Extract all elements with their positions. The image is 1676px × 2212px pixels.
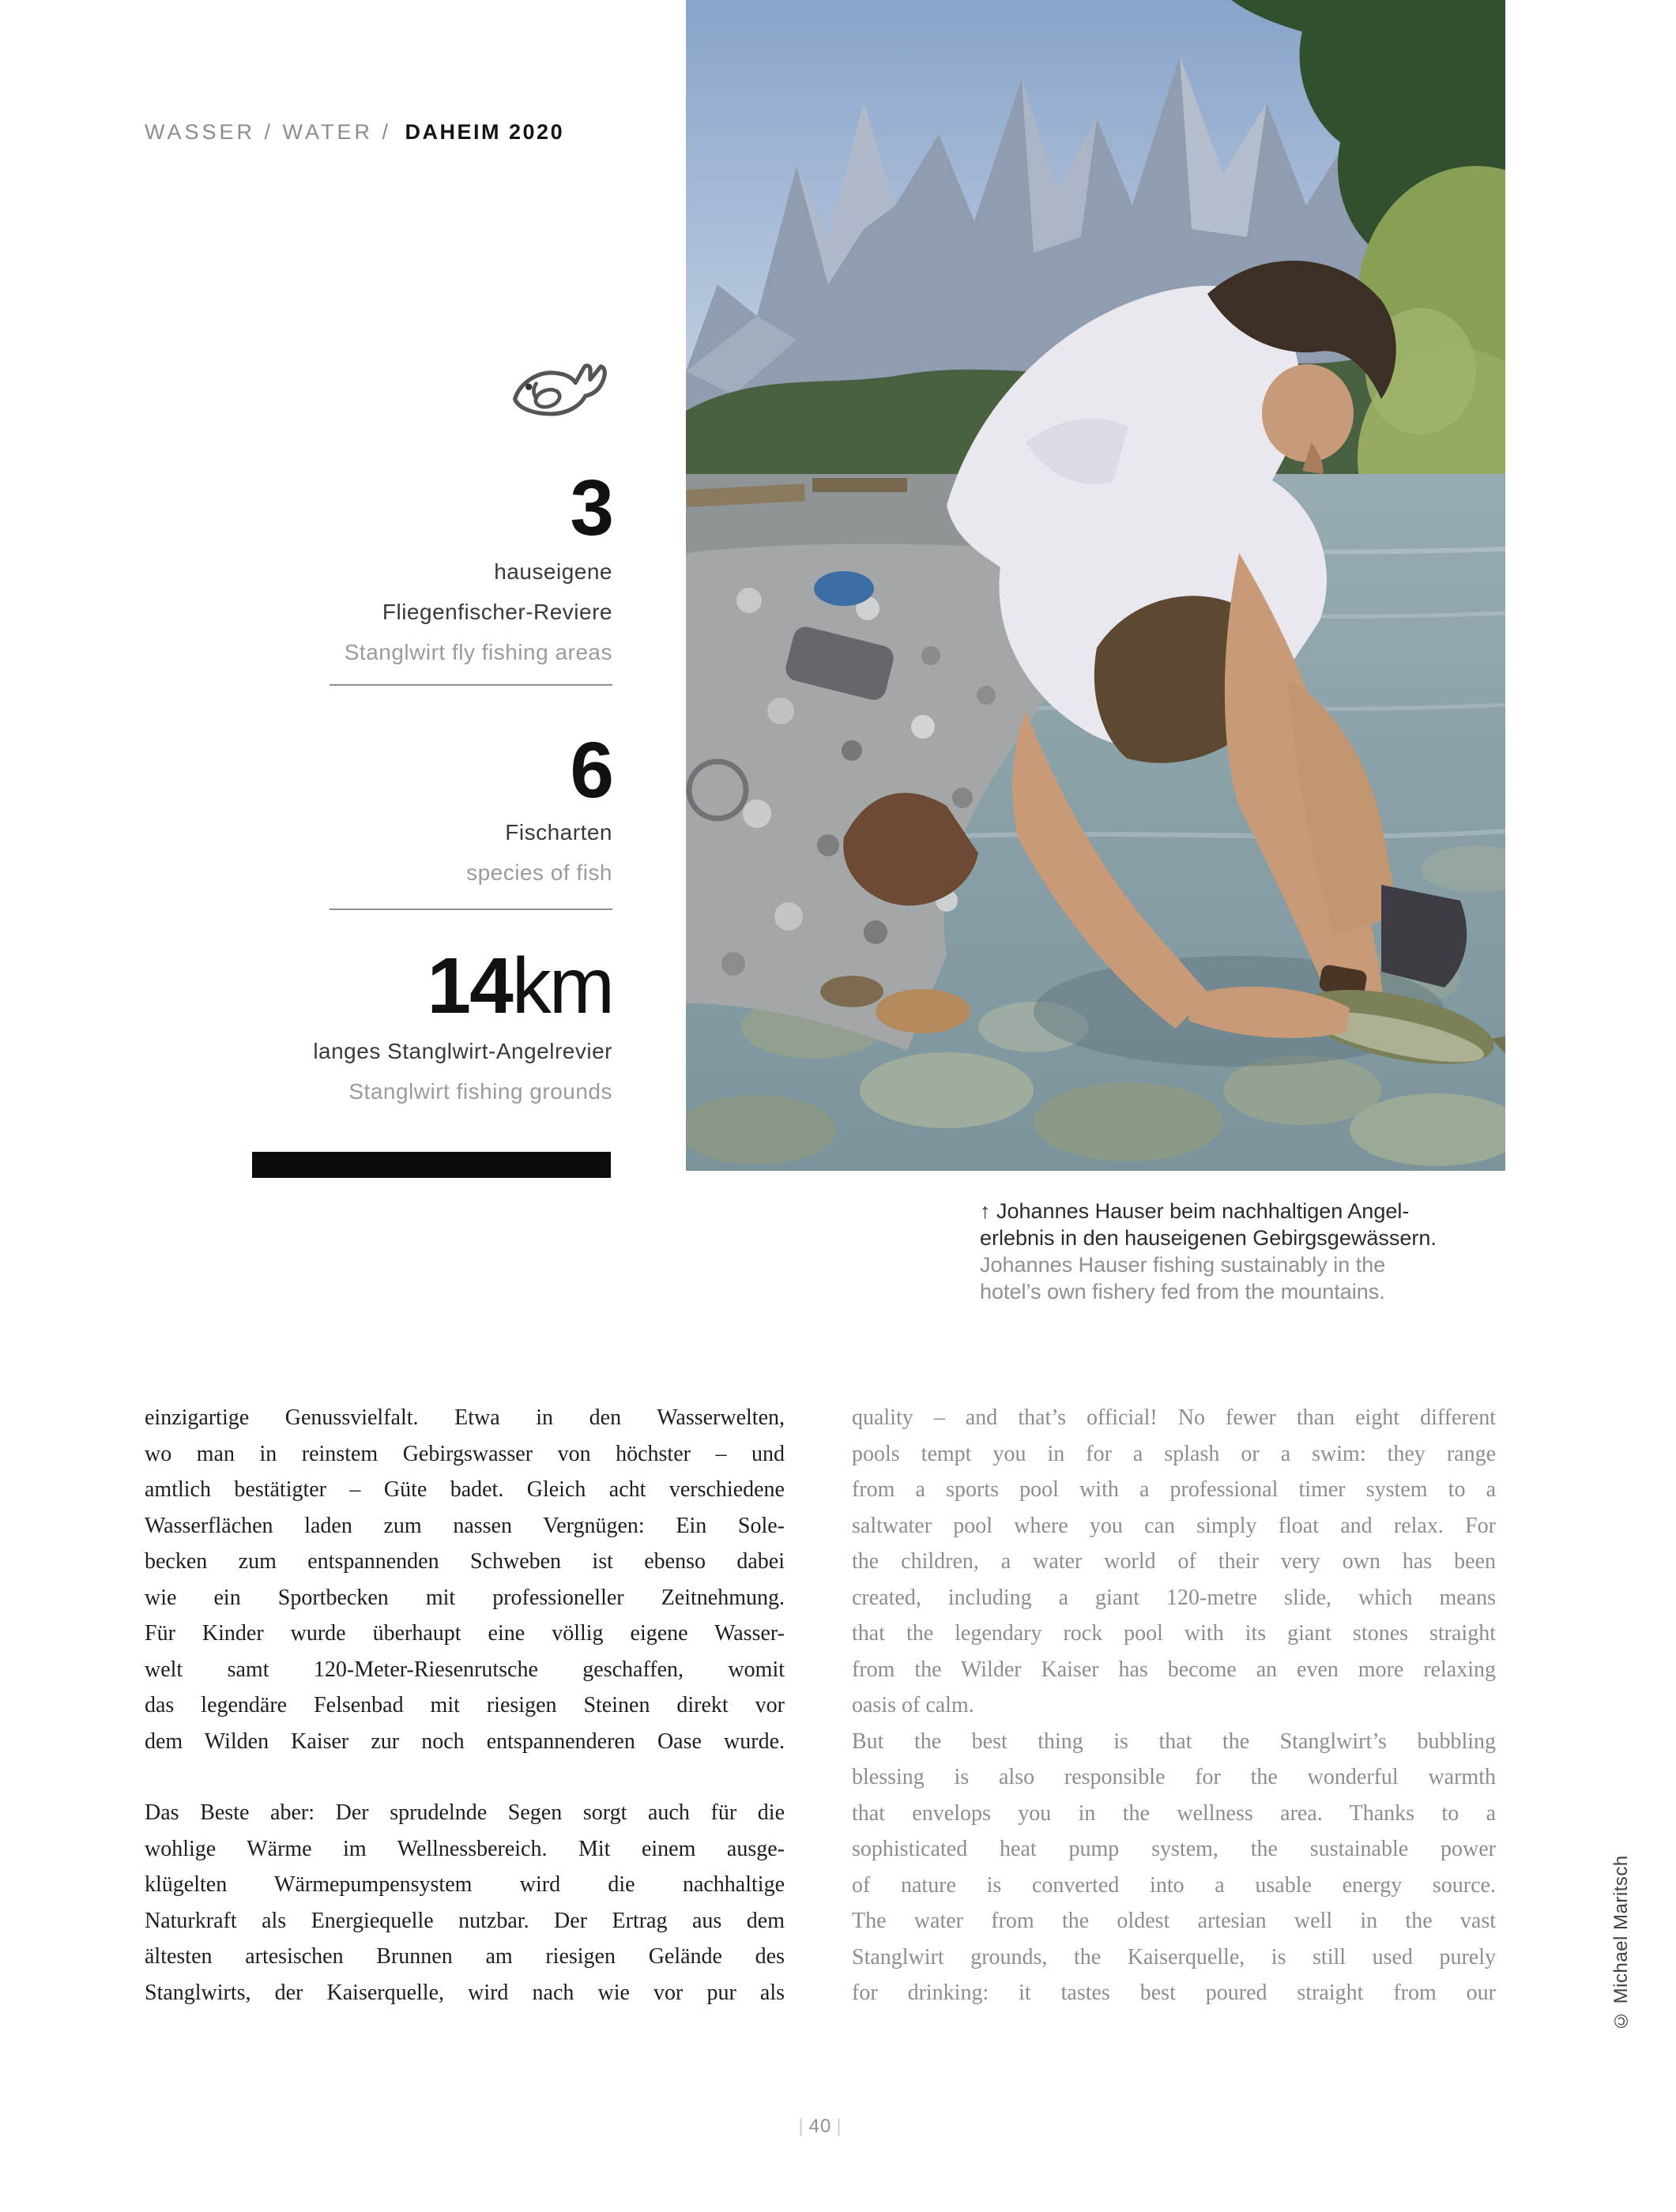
body-line: welt samt 120-Meter-Riesenrutsche geschaffen, womit [145,1657,785,1682]
stat2-label-de: Fischarten [505,820,612,845]
body-line: Für Kinder wurde überhaupt eine völlig eigene Wasser- [145,1621,785,1646]
stat-divider-1 [330,684,612,686]
body-line: das legendäre Felsenbad mit riesigen Steinen direkt vor [145,1693,785,1717]
kicker-section: WASSER / WATER / [145,120,392,144]
photo-caption [980,1198,1470,1305]
body-line: The water from the oldest artesian well in the vast [852,1909,1496,1933]
caption-de-line: ↑ Johannes Hauser beim nachhaltigen Angel- [980,1199,1410,1223]
page-number [145,2116,1496,2138]
body-line: from a sports pool with a professional timer system to a [852,1477,1496,1502]
stat3-label-en: Stanglwirt fishing grounds [348,1079,612,1104]
stat1-label-en: Stanglwirt fly fishing areas [344,640,612,664]
body-line: becken zum entspannenden Schweben ist ebenso dabei [145,1549,785,1574]
face [1262,364,1354,462]
body-line: for drinking: it tastes best poured straight from our [852,1981,1496,2005]
paragraph-gap [145,1759,785,1795]
stat3-unit: km [511,942,612,1030]
body-line: wohlige Wärme im Wellnessbereich. Mit einem ausge- [145,1836,785,1861]
body-line: that envelops you in the wellness area. Thanks to a [852,1800,1496,1826]
body-line: wo man in reinstem Gebirgswasser von höchster – und [145,1441,785,1466]
body-line: sophisticated heat pump system, the sustainable power [852,1837,1496,1861]
body-line: pools tempt you in for a splash or a swim: they range [852,1441,1496,1466]
body-line: oasis of calm. [852,1693,974,1717]
body-line: einzigartige Genussvielfalt. Etwa in den Wasserwelten, [145,1405,785,1430]
stat-divider-2 [330,908,612,910]
body-line: from the Wilder Kaiser has become an even more relaxing [852,1657,1496,1682]
body-line: blessing is also responsible for the wonderful warmth [852,1765,1496,1789]
body-line: the children, a water world of their very own has been [852,1549,1496,1574]
photo-illustration [686,0,1505,1171]
stat2-value: 6 [570,726,612,814]
page-number-bar: | [836,2116,842,2137]
page-kicker [145,120,564,145]
body-line: created, including a giant 120-metre slide, which means [852,1585,1496,1610]
body-line: klügelten Wärmepumpensystem wird die nachhaltige [145,1872,785,1897]
body-line: Das Beste aber: Der sprudelnde Segen sorgt auch für die [145,1800,785,1825]
body-line: quality – and that’s official! No fewer than eight different [852,1405,1496,1430]
body-line: ältesten artesischen Brunnen am riesigen Gelände des [145,1944,785,1969]
body-line: But the best thing is that the Stanglwirt’s bubbling [852,1729,1496,1754]
body-line: saltwater pool where you can simply float and relax. For [852,1513,1496,1538]
body-line: Stanglwirts, der Kaiserquelle, wird nach wie vor pur als [145,1980,785,2005]
stat3-label-de: langes Stanglwirt-Angelrevier [313,1039,612,1063]
sock [1381,885,1467,988]
stat2-label-en: species of fish [466,860,612,885]
caption-de-line: erlebnis in den hauseigenen Gebirgsgewässern. [980,1226,1437,1250]
body-line: dem Wilden Kaiser zur noch entspannenderen Oase wurde. [145,1729,785,1754]
body-line: Wasserflächen laden zum nassen Vergnügen: Ein Sole- [145,1513,785,1538]
caption-en-line: hotel’s own fishery fed from the mountains. [980,1280,1385,1304]
body-column-german [145,1400,785,2011]
fish-icon [502,354,612,433]
stat1-label-de-2: Fliegenfischer-Reviere [382,600,612,624]
body-line: wie ein Sportbecken mit professioneller Zeitnehmung. [145,1585,785,1610]
section-end-bar [252,1152,611,1178]
body-line: that the legendary rock pool with its giant stones straight [852,1621,1496,1646]
caption-en-line: Johannes Hauser fishing sustainably in the [980,1253,1386,1277]
stat1-value: 3 [570,464,612,552]
page-number-bar: | [798,2116,804,2137]
body-line: amtlich bestätigter – Güte badet. Gleich acht verschiedene [145,1477,785,1502]
photo-credit: © Michael Maritsch [1610,1855,1632,2032]
body-column-english [852,1400,1496,2011]
body-line: Stanglwirt grounds, the Kaiserquelle, is still used purely [852,1944,1496,1969]
page-number-value: 40 [808,2116,832,2137]
stat3-number: 14 [427,942,512,1030]
body-line: of nature is converted into a usable energy source. [852,1872,1496,1898]
stat1-label-de-1: hauseigene [494,559,612,584]
photo-fisherman [686,0,1505,1171]
kicker-issue: DAHEIM 2020 [405,120,565,144]
body-line: Naturkraft als Energiequelle nutzbar. Der Ertrag aus dem [145,1908,785,1933]
stat3-value [237,942,612,1030]
